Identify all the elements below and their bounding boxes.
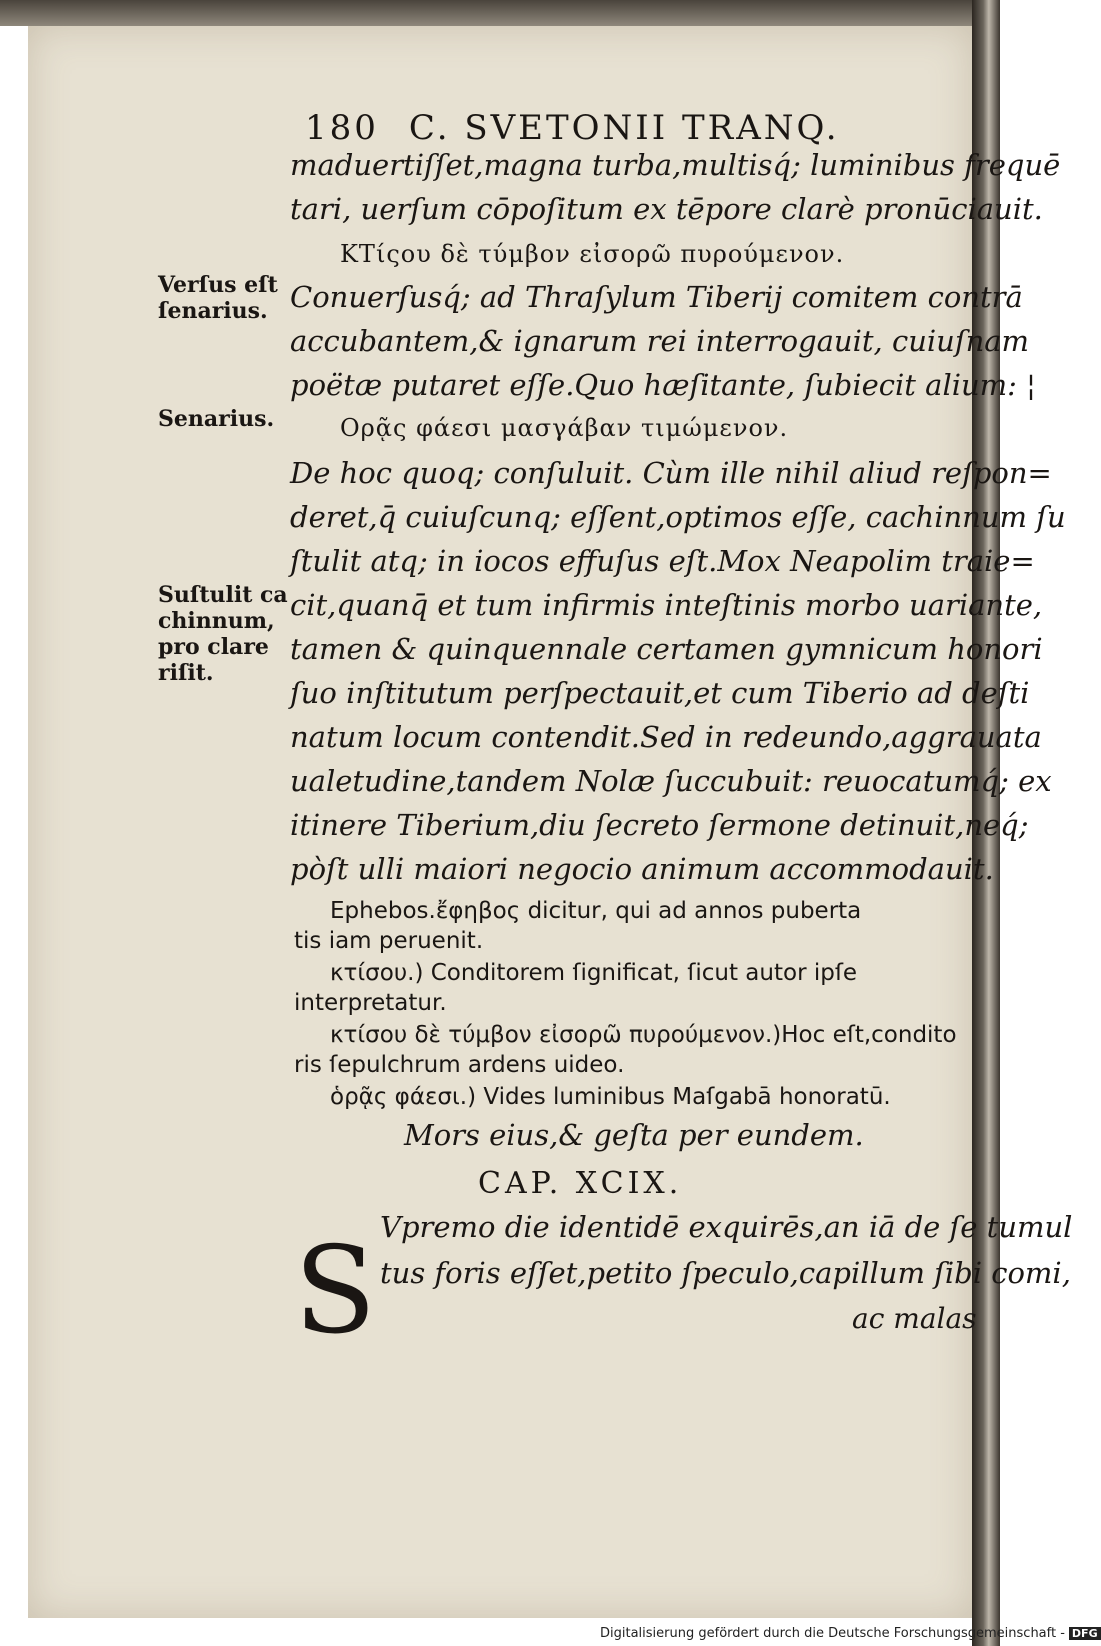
commentary-line: tis iam peruenit. — [294, 928, 484, 954]
body-line: pòſt ulli maiori negocio animum accommodauit. — [290, 852, 994, 886]
digitization-footer — [600, 1626, 1101, 1641]
commentary-line: κτίσου.) Conditorem ſignificat, ſicut autor ipſe — [330, 960, 858, 986]
catchword: ac malas — [852, 1302, 977, 1335]
greek-verse: ΚΤίςου δὲ τύμβον εἰσορῶ πυρούμενον. — [340, 240, 845, 268]
scan-top-edge — [0, 0, 1000, 26]
margin-note-sustulit: Suſtulit ca chinnum, pro clare riſit. — [158, 582, 288, 686]
page-number: 180 — [305, 108, 379, 148]
body-line: maduertiſſet,magna turba,multisq́; luminibus frequē — [290, 148, 1061, 182]
body-line: ſuo inſtitutum perſpectauit,et cum Tiberio ad deſti — [290, 676, 1030, 710]
commentary-line: ὁρᾷς φάεσι.) Vides luminibus Maſgabā honoratū. — [330, 1084, 891, 1110]
body-line: tamen & quinquennale certamen gymnicum honori — [290, 632, 1043, 666]
dfg-logo: DFG — [1069, 1627, 1101, 1640]
commentary-line: ris ſepulchrum ardens uideo. — [294, 1052, 625, 1078]
running-header — [305, 108, 840, 148]
chapter-heading: CAP. XCIX. — [478, 1166, 683, 1201]
running-title: C. SVETONII TRANQ. — [408, 108, 840, 148]
drop-capital: S — [294, 1222, 377, 1361]
commentary-line: interpretatur. — [294, 990, 447, 1016]
section-subtitle: Mors eius,& geſta per eundem. — [404, 1118, 864, 1152]
margin-note-versus: Verſus eſt ſenarius. — [158, 272, 278, 324]
commentary-line: κτίσου δὲ τύμβον εἰσορῶ πυρούμενον.)Hoc eſt,condito — [330, 1022, 957, 1048]
body-line: accubantem,& ignarum rei interrogauit, cuiuſnam — [290, 324, 1030, 358]
body-line: natum locum contendit.Sed in redeundo,aggrauata — [290, 720, 1042, 754]
body-line: tari, uerſum cōpoſitum ex tēpore clarè pronūciauit. — [290, 192, 1043, 226]
greek-verse: Ορᾷς φάεσι μασγάβαν τιμώμενον. — [340, 414, 789, 442]
chapter-line: Vpremo die identidē exquirēs,an iā de ſe tumul — [380, 1210, 1073, 1244]
body-line: deret,q̄ cuiuſcunq; eſſent,optimos eſſe, cachinnum ſu — [290, 500, 1066, 534]
body-line: cit,quanq̄ et tum infirmis inteſtinis morbo uariante, — [290, 588, 1043, 622]
body-line: ualetudine,tandem Nolæ ſuccubuit: reuocatumq́; ex — [290, 764, 1052, 798]
body-line: poëtæ putaret eſſe.Quo hæſitante, ſubiecit alium: ¦ — [290, 368, 1036, 402]
body-line: De hoc quoq; conſuluit. Cùm ille nihil aliud reſpon= — [290, 456, 1052, 490]
footer-text: Digitalisierung gefördert durch die Deutsche Forschungsgemeinschaft - — [600, 1626, 1065, 1641]
margin-note-senarius: Senarius. — [158, 406, 275, 432]
body-line: ſtulit atq; in iocos effuſus eſt.Mox Neapolim traie= — [290, 544, 1035, 578]
commentary-line: Ephebos.ἔφηβος dicitur, qui ad annos puberta — [330, 898, 862, 924]
chapter-line: tus foris eſſet,petito ſpeculo,capillum ſibi comi, — [380, 1256, 1071, 1290]
body-line: itinere Tiberium,diu ſecreto ſermone detinuit,neq́; — [290, 808, 1029, 842]
body-line: Conuerſusq́; ad Thraſylum Tiberij comitem contrā — [290, 280, 1023, 314]
